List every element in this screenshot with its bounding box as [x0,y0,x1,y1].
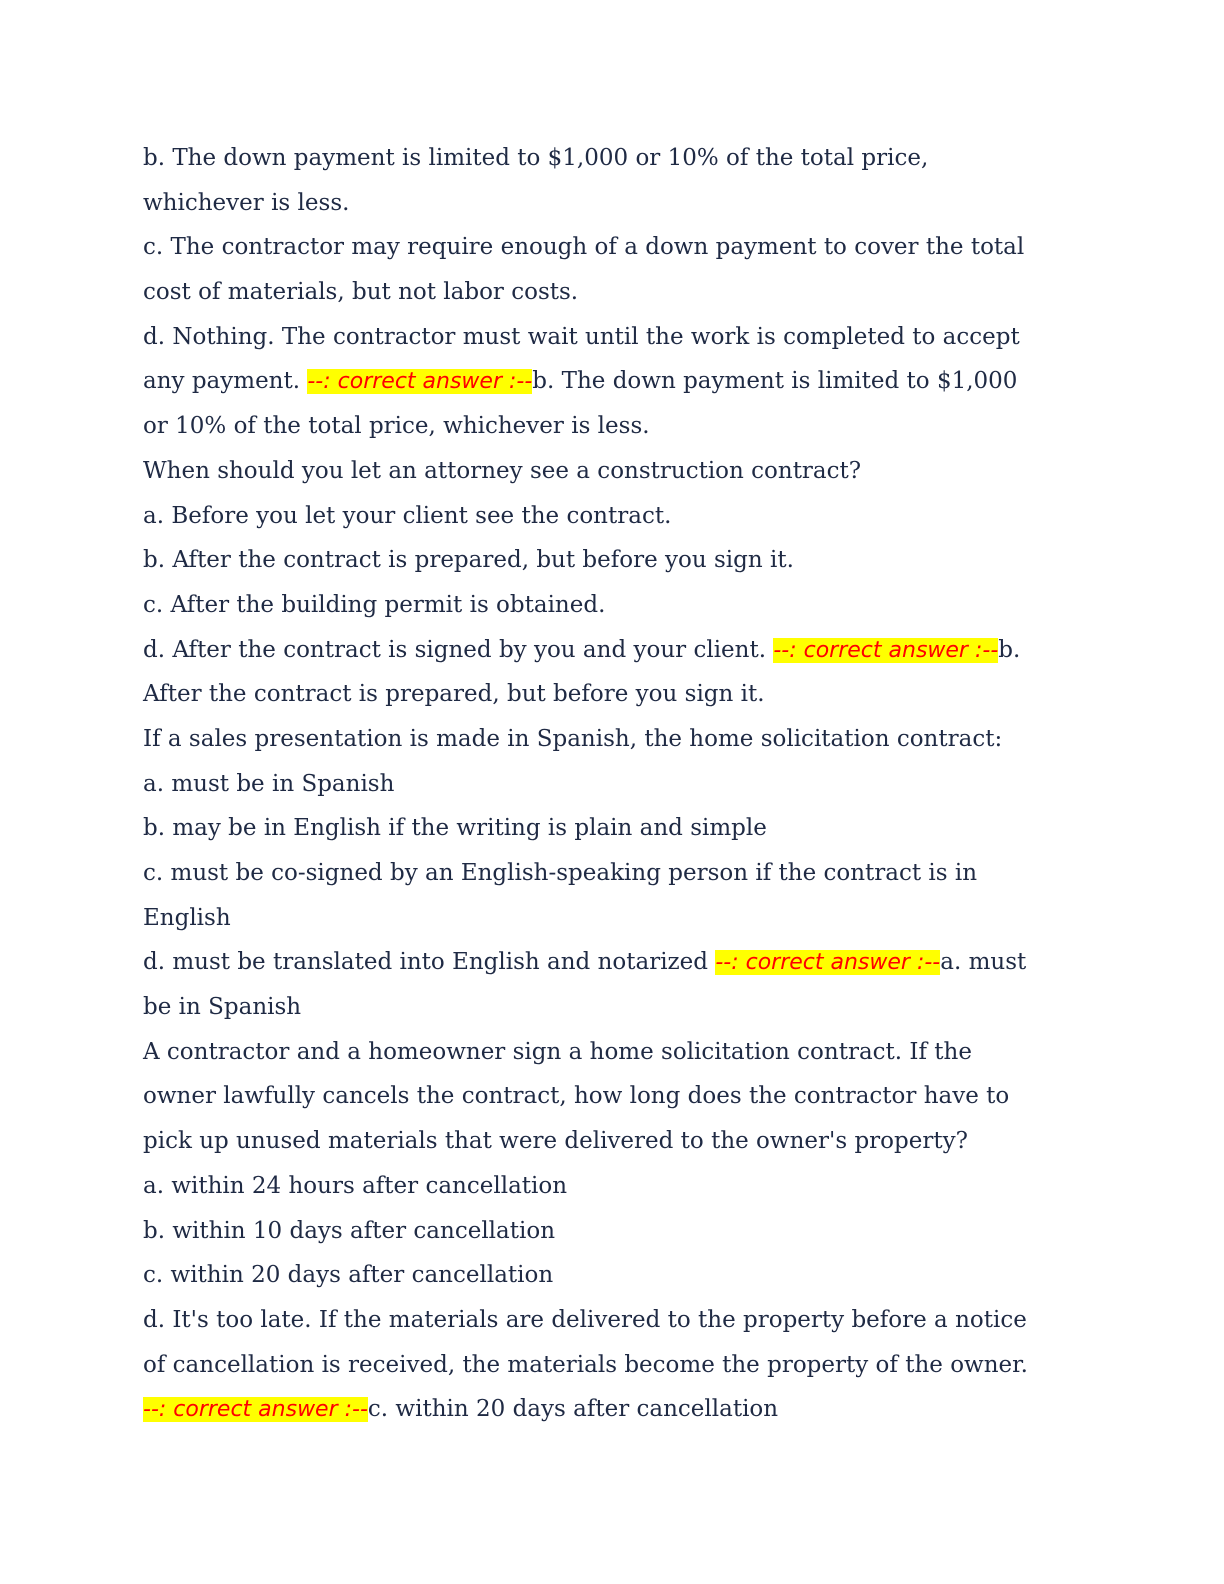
text-line [143,628,1083,673]
document-body [143,136,1083,1432]
text-line [143,717,1083,762]
text-line [143,494,1083,539]
line-text: owner lawfully cancels the contract, how long does the contractor have to [143,1083,1010,1110]
text-line [143,583,1083,628]
line-text: b. The down payment is limited to $1,000 [532,368,1018,395]
line-text: or 10% of the total price, whichever is less. [143,413,650,440]
correct-answer-marker: --: correct answer :-- [143,1397,368,1423]
text-line [143,672,1083,717]
line-text: b. After the contract is prepared, but before you sign it. [143,547,794,574]
line-text: c. must be co-signed by an English-speaking person if the contract is in [143,860,978,886]
text-line [143,538,1083,583]
line-text: If a sales presentation is made in Spanish, the home solicitation contract: [143,725,1003,752]
line-text: d. Nothing. The contractor must wait until the work is completed to accept [143,323,1020,350]
correct-answer-marker: --: correct answer :-- [773,637,999,663]
line-text: b. The down payment is limited to $1,000 or 10% of the total price, [143,145,929,171]
line-text: d. It's too late. If the materials are delivered to the property before a notice [143,1306,1027,1333]
line-text: a. must [940,949,1027,976]
line-text: be in Spanish [143,994,302,1021]
text-line [143,806,1083,851]
line-text: b. [998,636,1021,663]
line-text: a. must be in Spanish [143,770,395,797]
line-text: English [143,904,231,931]
correct-answer-marker: --: correct answer :-- [715,950,941,976]
line-text: b. within 10 days after cancellation [143,1217,556,1244]
line-text: When should you let an attorney see a construction contract? [143,457,862,484]
line-text: A contractor and a homeowner sign a home solicitation contract. If the [143,1038,972,1065]
text-line [143,1253,1083,1298]
line-text: cost of materials, but not labor costs. [143,279,579,306]
text-line [143,225,1083,270]
line-text: After the contract is prepared, but before you sign it. [143,681,765,708]
line-text: a. Before you let your client see the contract. [143,502,672,529]
line-text: c. The contractor may require enough of a down payment to cover the total [143,234,1025,261]
text-line [143,1074,1083,1119]
line-text: c. within 20 days after cancellation [367,1396,779,1423]
line-text: pick up unused materials that were delivered to the owner's property? [143,1128,968,1155]
text-line [143,762,1083,807]
line-text: c. After the building permit is obtained. [143,591,606,618]
text-line [143,1030,1083,1075]
text-line [143,851,1083,896]
text-line [143,449,1083,494]
text-line [143,1298,1083,1343]
text-line [143,1209,1083,1254]
text-line [143,896,1083,941]
line-text: whichever is less. [143,189,350,216]
line-text: any payment. [143,368,308,395]
line-text: a. within 24 hours after cancellation [143,1172,568,1199]
text-line [143,270,1083,315]
text-line [143,1164,1083,1209]
line-text: b. may be in English if the writing is plain and simple [143,815,767,842]
line-text: c. within 20 days after cancellation [143,1262,554,1289]
text-line [143,136,1083,181]
text-line [143,940,1083,985]
text-line [143,181,1083,226]
text-line [143,1387,1083,1432]
text-line [143,985,1083,1030]
text-line [143,359,1083,404]
text-line [143,1343,1083,1388]
line-text: d. must be translated into English and notarized [143,949,716,976]
line-text: d. After the contract is signed by you and your client. [143,636,774,663]
text-line [143,404,1083,449]
correct-answer-marker: --: correct answer :-- [307,369,533,395]
text-line [143,1119,1083,1164]
text-line [143,315,1083,360]
line-text: of cancellation is received, the materials become the property of the owner. [143,1351,1028,1378]
